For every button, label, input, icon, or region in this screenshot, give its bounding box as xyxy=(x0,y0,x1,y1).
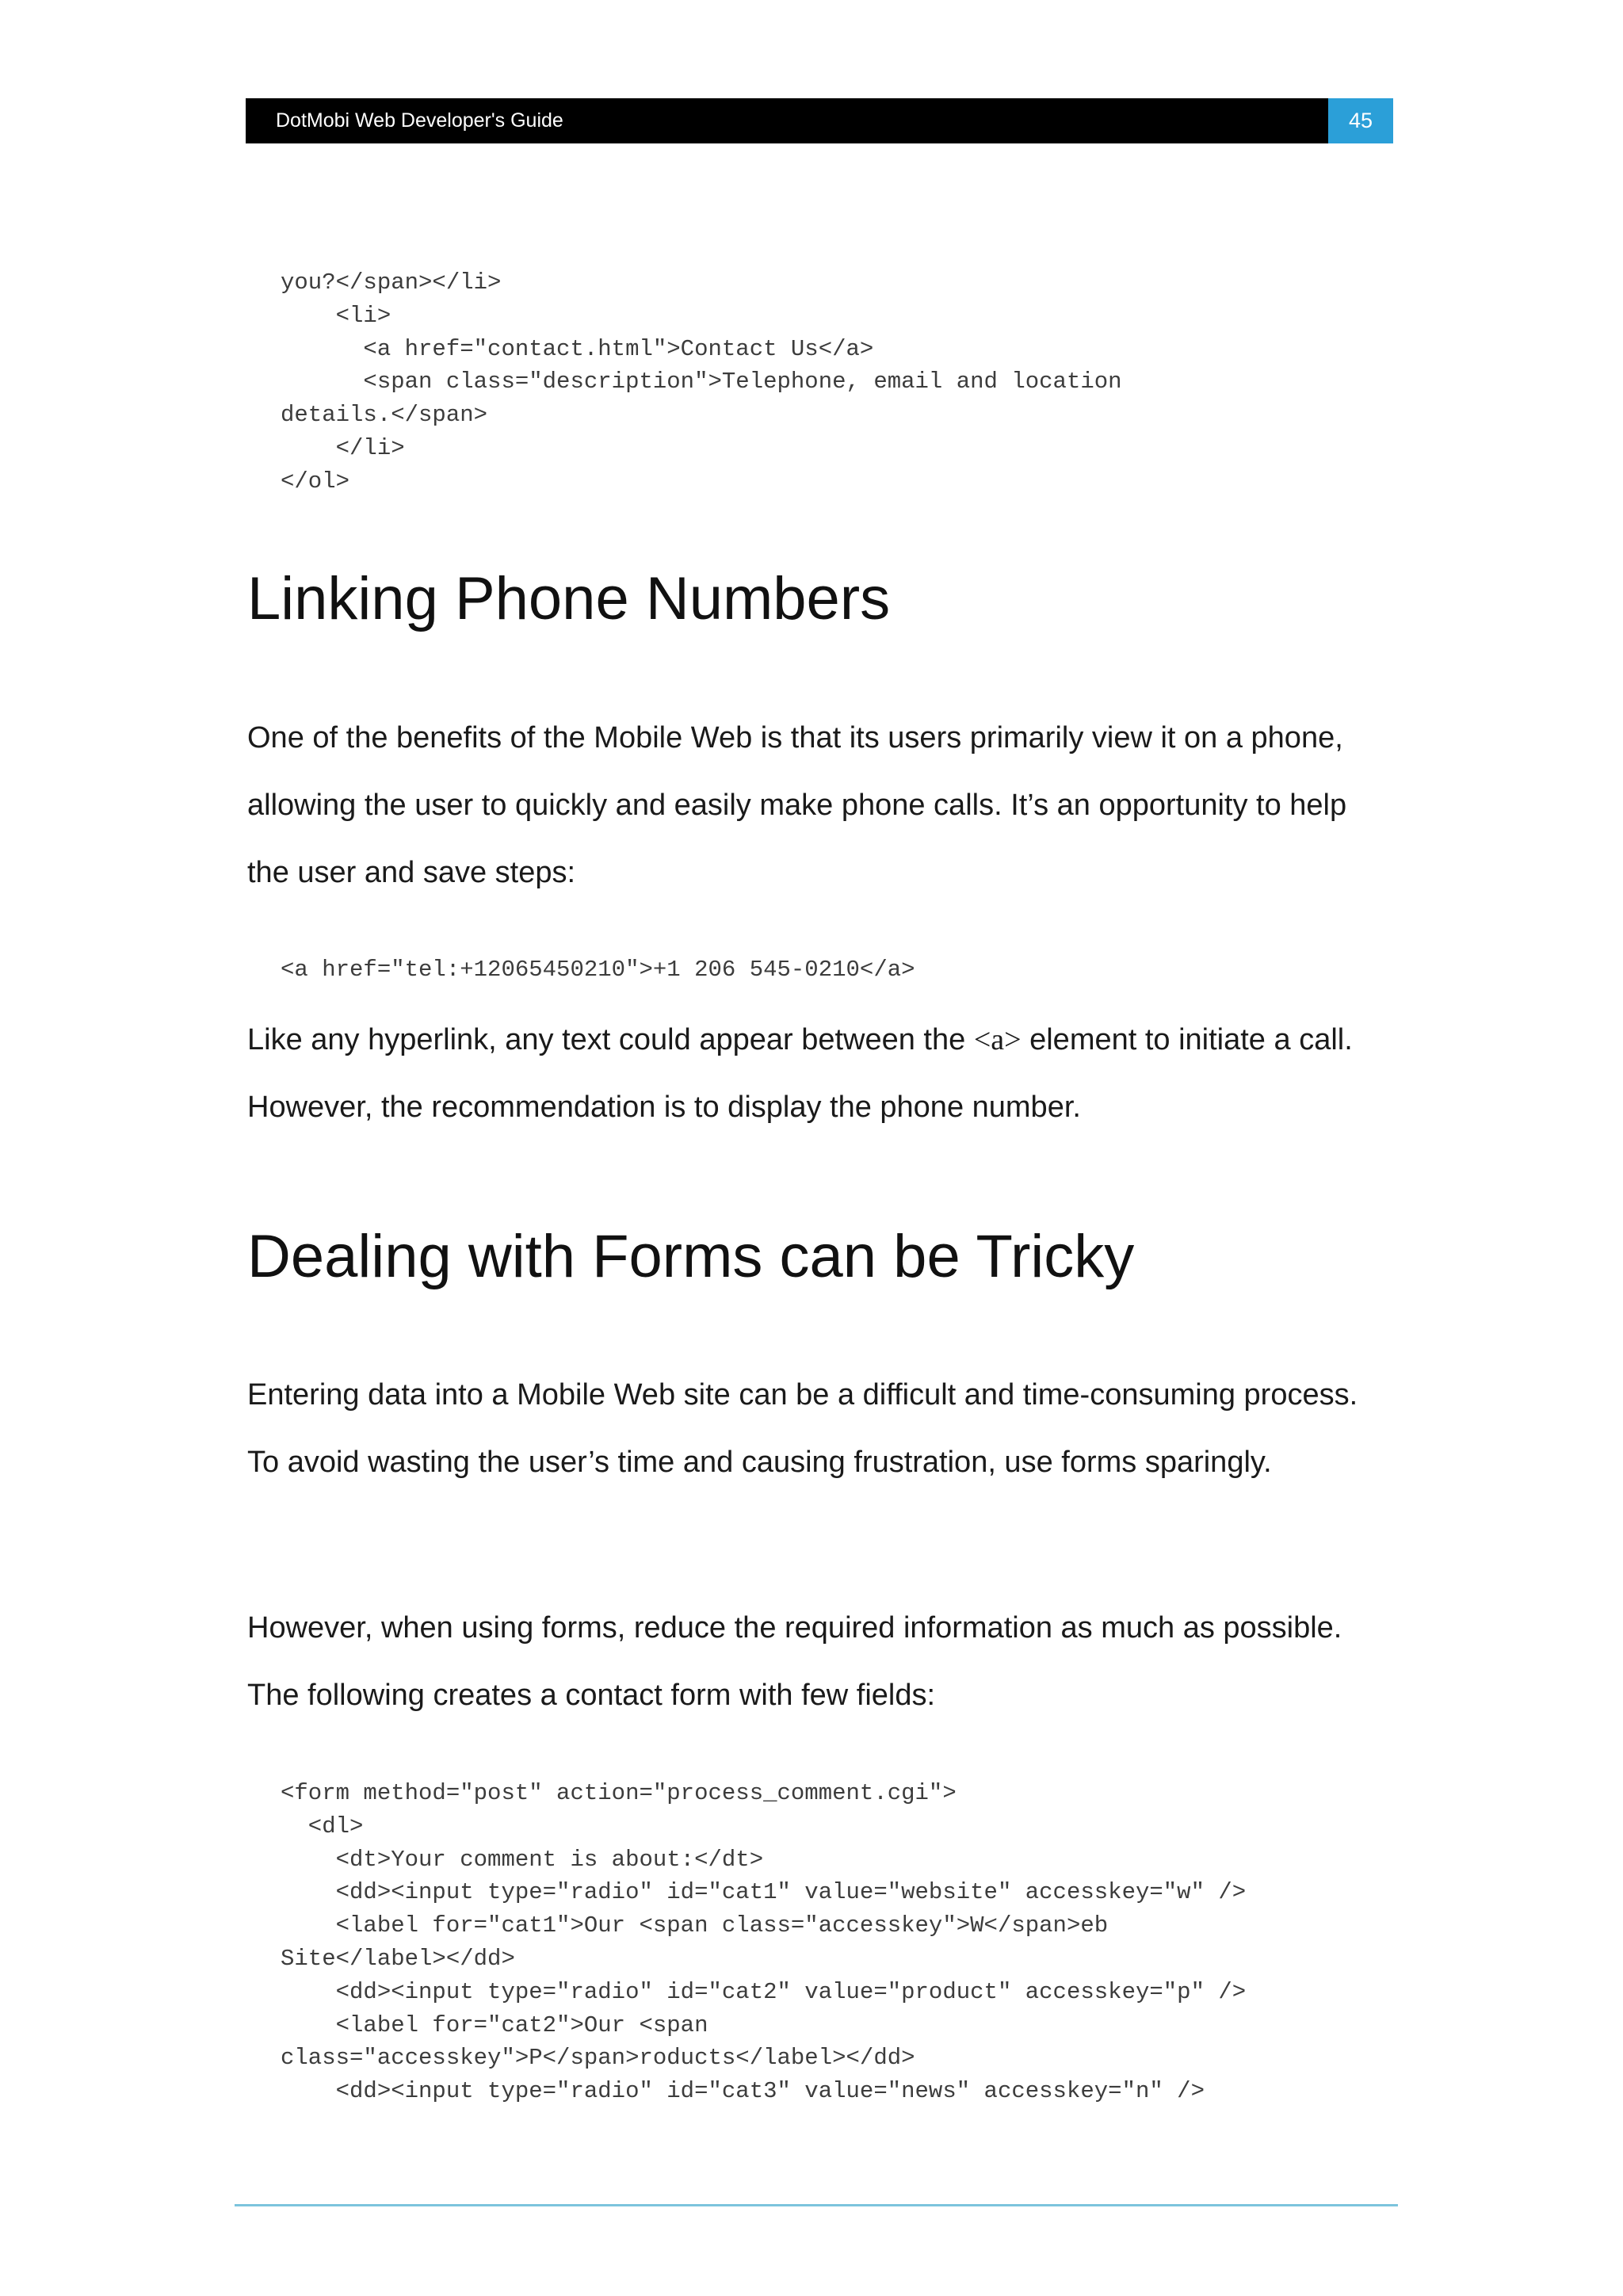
code-block-contact-form: <form method="post" action="process_comment.cgi"> <dl> <dt>Your comment is about:</dt> <dd><input type="radio" id="cat1" value="website" accesskey="w" /> <label for="cat1">Our <span class="accesskey">W</span>eb Site</label></dd> <dd><input type="radio" id="cat2" value="product" accesskey="p" /> <label for="cat2">Our <span class="accesskey">P</span>roducts</label></dd> <dd><input type="radio" id="cat3" value="news" accesskey="n" /> xyxy=(281,1780,1247,2105)
paragraph-text-after: element to initiate a call. However, the recommendation is to display the phone number. xyxy=(247,1023,1353,1124)
running-header xyxy=(246,98,1393,143)
section-heading-linking-phone-numbers: Linking Phone Numbers xyxy=(247,565,891,632)
section-heading-forms: Dealing with Forms can be Tricky xyxy=(247,1223,1135,1290)
paragraph-mobile-web-benefits: One of the benefits of the Mobile Web is that its users primarily view it on a phone, allowing the user to quickly and easily make phone calls. It’s an opportunity to help the user and save steps: xyxy=(247,721,1347,889)
inline-anchor-tag: <a> xyxy=(973,1023,1022,1056)
code-block-tel-link: <a href="tel:+12065450210">+1 206 545-0210</a> xyxy=(281,957,915,983)
code-block-list-tail: you?</span></li> <li> <a href="contact.html">Contact Us</a> <span class="description">Telephone, email and location details.</span> </li> </ol> xyxy=(281,269,1122,495)
header-title: DotMobi Web Developer's Guide xyxy=(276,109,563,132)
paragraph-forms-difficulty: Entering data into a Mobile Web site can be a difficult and time-consuming process. To avoid wasting the user’s time and causing frustration, use forms sparingly. xyxy=(247,1378,1358,1479)
paragraph-reduce-information: However, when using forms, reduce the required information as much as possible. The following creates a contact form with few fields: xyxy=(247,1611,1342,1712)
paragraph-text-before: Like any hyperlink, any text could appear between the xyxy=(247,1023,974,1056)
footer-rule xyxy=(235,2204,1398,2206)
paragraph-hyperlink-recommendation xyxy=(247,1007,1388,1141)
page-number: 45 xyxy=(1328,98,1393,143)
